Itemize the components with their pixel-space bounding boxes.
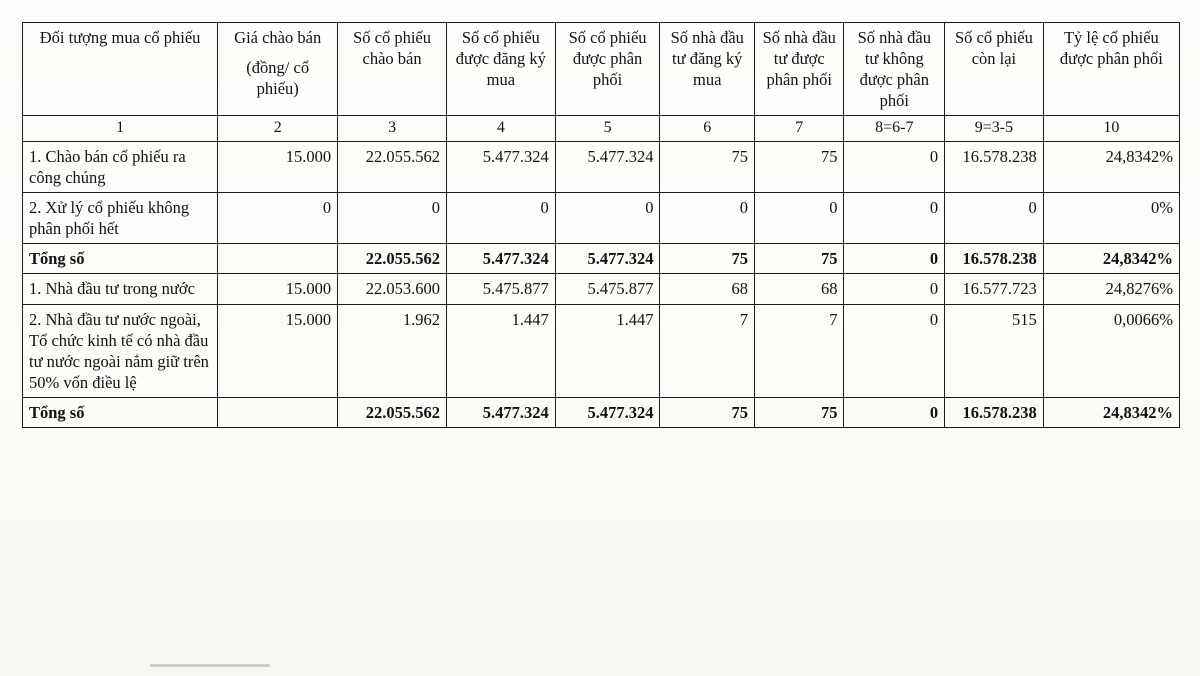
table-row <box>23 193 1180 244</box>
row-cell-shares-distributed: 1.447 <box>555 304 660 397</box>
row-cell-shares-offered: 22.055.562 <box>338 141 447 192</box>
column-number-row <box>23 116 1180 141</box>
row-cell-shares-distributed: 5.477.324 <box>555 244 660 274</box>
row-cell-investors-registered: 75 <box>660 398 755 428</box>
column-header-investors-not-distributed: Số nhà đầu tư không được phân phối <box>844 23 945 116</box>
row-cell-distribution-ratio: 24,8342% <box>1043 244 1179 274</box>
row-cell-offer-price: 15.000 <box>218 304 338 397</box>
row-cell-shares-registered: 5.477.324 <box>446 141 555 192</box>
table-row-total <box>23 244 1180 274</box>
row-cell-investors-distributed: 7 <box>755 304 844 397</box>
row-cell-distribution-ratio: 24,8342% <box>1043 398 1179 428</box>
row-cell-investors-not-distributed: 0 <box>844 274 945 304</box>
page-footer-mark <box>150 664 270 667</box>
row-cell-shares-remaining: 16.578.238 <box>945 244 1044 274</box>
row-cell-shares-distributed: 5.477.324 <box>555 398 660 428</box>
row-cell-investors-not-distributed: 0 <box>844 304 945 397</box>
row-cell-offer-price <box>218 398 338 428</box>
row-cell-investors-distributed: 75 <box>755 398 844 428</box>
column-header-investors-registered: Số nhà đầu tư đăng ký mua <box>660 23 755 116</box>
row-cell-shares-offered: 1.962 <box>338 304 447 397</box>
row-cell-shares-remaining: 16.578.238 <box>945 398 1044 428</box>
row-cell-investors-distributed: 0 <box>755 193 844 244</box>
row-cell-investors-registered: 75 <box>660 244 755 274</box>
column-header-investors-distributed: Số nhà đầu tư được phân phối <box>755 23 844 116</box>
column-header-offer-price-main: Giá chào bán <box>234 28 322 47</box>
column-number-8: 8=6-7 <box>844 116 945 141</box>
row-cell-investors-distributed: 75 <box>755 244 844 274</box>
row-cell-investors-distributed: 75 <box>755 141 844 192</box>
column-header-shares-distributed: Số cổ phiếu được phân phối <box>555 23 660 116</box>
table-row-total <box>23 398 1180 428</box>
row-cell-distribution-ratio: 0% <box>1043 193 1179 244</box>
row-cell-shares-distributed: 5.477.324 <box>555 141 660 192</box>
row-cell-shares-remaining: 16.577.723 <box>945 274 1044 304</box>
row-cell-shares-distributed: 5.475.877 <box>555 274 660 304</box>
row-cell-shares-remaining: 16.578.238 <box>945 141 1044 192</box>
share-offering-results-table <box>22 22 1180 428</box>
table-row <box>23 141 1180 192</box>
column-header-subject: Đối tượng mua cổ phiếu <box>23 23 218 116</box>
row-cell-offer-price: 15.000 <box>218 141 338 192</box>
column-number-10: 10 <box>1043 116 1179 141</box>
table-header <box>23 23 1180 142</box>
row-cell-distribution-ratio: 0,0066% <box>1043 304 1179 397</box>
row-cell-shares-registered: 5.475.877 <box>446 274 555 304</box>
row-cell-shares-registered: 0 <box>446 193 555 244</box>
row-cell-shares-distributed: 0 <box>555 193 660 244</box>
row-cell-investors-registered: 68 <box>660 274 755 304</box>
column-number-6: 6 <box>660 116 755 141</box>
row-cell-investors-registered: 7 <box>660 304 755 397</box>
column-number-7: 7 <box>755 116 844 141</box>
row-label: Tổng số <box>23 398 218 428</box>
column-header-offer-price <box>218 23 338 116</box>
column-header-offer-price-unit: (đồng/ cổ phiếu) <box>246 58 310 99</box>
table-row <box>23 304 1180 397</box>
row-cell-shares-registered: 5.477.324 <box>446 244 555 274</box>
column-number-1: 1 <box>23 116 218 141</box>
row-cell-distribution-ratio: 24,8276% <box>1043 274 1179 304</box>
column-header-shares-registered: Số cổ phiếu được đăng ký mua <box>446 23 555 116</box>
row-cell-investors-not-distributed: 0 <box>844 193 945 244</box>
table-container <box>22 22 1180 428</box>
row-cell-shares-remaining: 515 <box>945 304 1044 397</box>
row-label: 1. Chào bán cổ phiếu ra công chúng <box>23 141 218 192</box>
row-cell-shares-offered: 22.053.600 <box>338 274 447 304</box>
row-cell-shares-offered: 0 <box>338 193 447 244</box>
row-cell-investors-not-distributed: 0 <box>844 141 945 192</box>
row-cell-shares-remaining: 0 <box>945 193 1044 244</box>
column-number-5: 5 <box>555 116 660 141</box>
column-header-shares-offered: Số cổ phiếu chào bán <box>338 23 447 116</box>
column-header-distribution-ratio: Tỷ lệ cổ phiếu được phân phối <box>1043 23 1179 116</box>
header-row <box>23 23 1180 116</box>
row-cell-shares-offered: 22.055.562 <box>338 244 447 274</box>
row-label: 1. Nhà đầu tư trong nước <box>23 274 218 304</box>
row-cell-investors-registered: 75 <box>660 141 755 192</box>
table-row <box>23 274 1180 304</box>
header-spacer <box>224 48 331 57</box>
column-header-shares-remaining: Số cổ phiếu còn lại <box>945 23 1044 116</box>
row-cell-shares-registered: 5.477.324 <box>446 398 555 428</box>
column-number-2: 2 <box>218 116 338 141</box>
row-cell-offer-price: 0 <box>218 193 338 244</box>
column-number-9: 9=3-5 <box>945 116 1044 141</box>
row-cell-investors-registered: 0 <box>660 193 755 244</box>
column-number-3: 3 <box>338 116 447 141</box>
row-cell-offer-price: 15.000 <box>218 274 338 304</box>
row-cell-investors-distributed: 68 <box>755 274 844 304</box>
row-label: 2. Nhà đầu tư nước ngoài, Tổ chức kinh tế có nhà đầu tư nước ngoài nắm giữ trên 50% vốn điều lệ <box>23 304 218 397</box>
row-cell-offer-price <box>218 244 338 274</box>
row-cell-shares-registered: 1.447 <box>446 304 555 397</box>
row-cell-shares-offered: 22.055.562 <box>338 398 447 428</box>
row-label: 2. Xử lý cổ phiếu không phân phối hết <box>23 193 218 244</box>
column-number-4: 4 <box>446 116 555 141</box>
table-body <box>23 141 1180 427</box>
row-cell-investors-not-distributed: 0 <box>844 244 945 274</box>
row-cell-investors-not-distributed: 0 <box>844 398 945 428</box>
row-cell-distribution-ratio: 24,8342% <box>1043 141 1179 192</box>
row-label: Tổng số <box>23 244 218 274</box>
